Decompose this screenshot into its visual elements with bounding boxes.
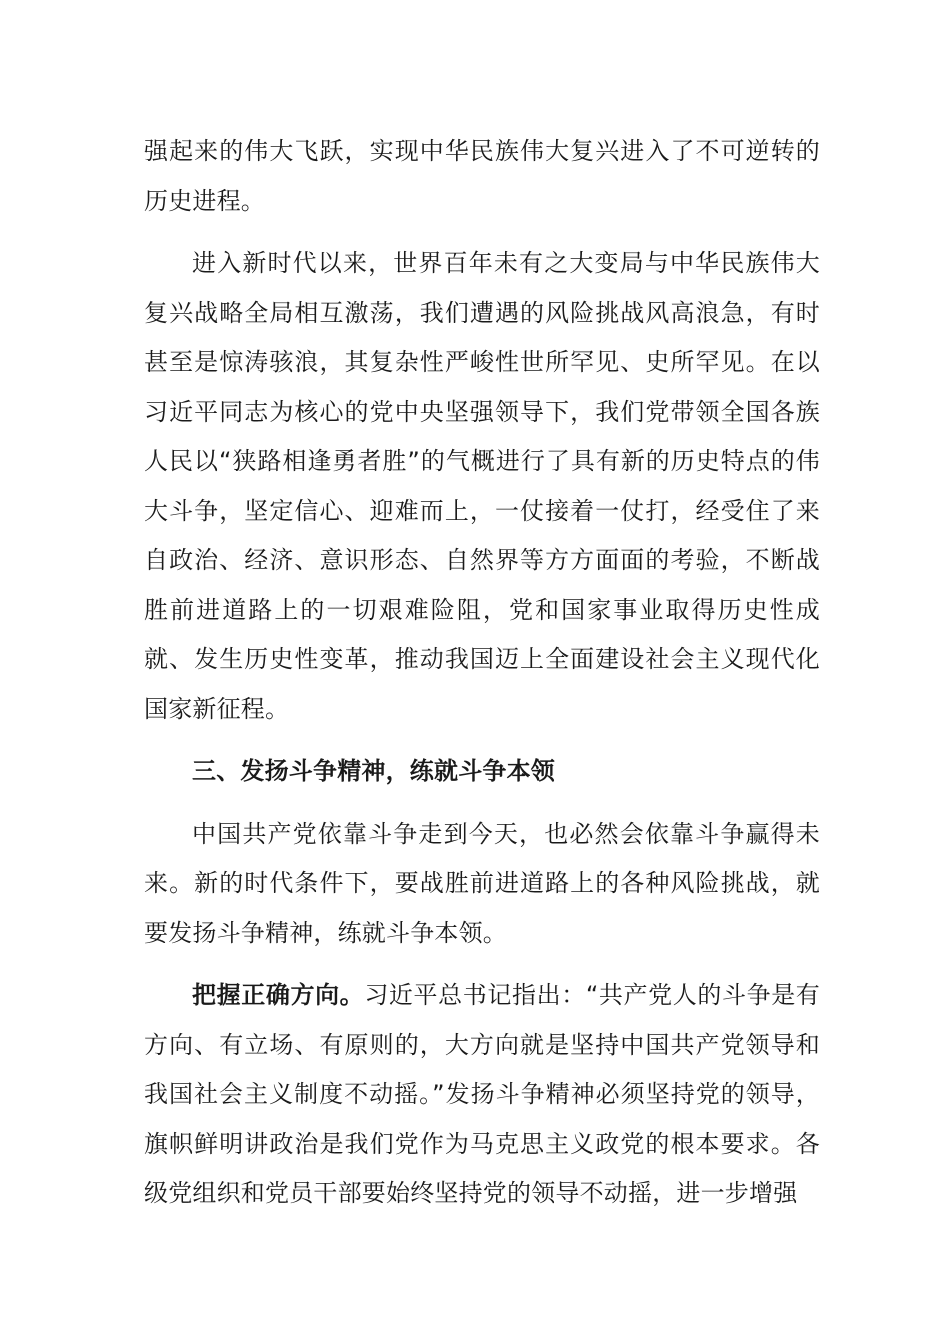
paragraph-body-text: 习近平总书记指出：“共产党人的斗争是有方向、有立场、有原则的，大方向就是坚持中国共产党领导和我国社会主义制度不动摇。”发扬斗争精神必须坚持党的领导，旗帜鲜明讲政治是我们党作为马克思主义政党的根本要求。各级党组织和党员干部要始终坚持党的领导不动摇，进一步增强 <box>144 981 821 1207</box>
paragraph-correct-direction <box>144 971 820 1219</box>
section-heading: 三、发扬斗争精神，练就斗争本领 <box>192 757 555 785</box>
paragraph-struggle-intro: 中国共产党依靠斗争走到今天，也必然会依靠斗争赢得未来。新的时代条件下，要战胜前进道路上的各种风险挑战，就要发扬斗争精神，练就斗争本领。 <box>144 819 820 947</box>
paragraph-new-era: 进入新时代以来，世界百年未有之大变局与中华民族伟大复兴战略全局相互激荡，我们遭遇的风险挑战风高浪急，有时甚至是惊涛骇浪，其复杂性严峻性世所罕见、史所罕见。在以习近平同志为核心的党中央坚强领导下，我们党带领全国各族人民以“狭路相逢勇者胜”的气概进行了具有新的历史特点的伟大斗争，坚定信心、迎难而上，一仗接着一仗打，经受住了来自政治、经济、意识形态、自然界等方方面面的考验，不断战胜前进道路上的一切艰难险阻，党和国家事业取得历史性成就、发生历史性变革，推动我国迈上全面建设社会主义现代化国家新征程。 <box>144 249 820 723</box>
paragraph-lead-phrase: 把握正确方向。 <box>192 981 365 1009</box>
paragraph-continuation: 强起来的伟大飞跃，实现中华民族伟大复兴进入了不可逆转的历史进程。 <box>144 137 820 215</box>
document-page <box>144 127 820 1232</box>
